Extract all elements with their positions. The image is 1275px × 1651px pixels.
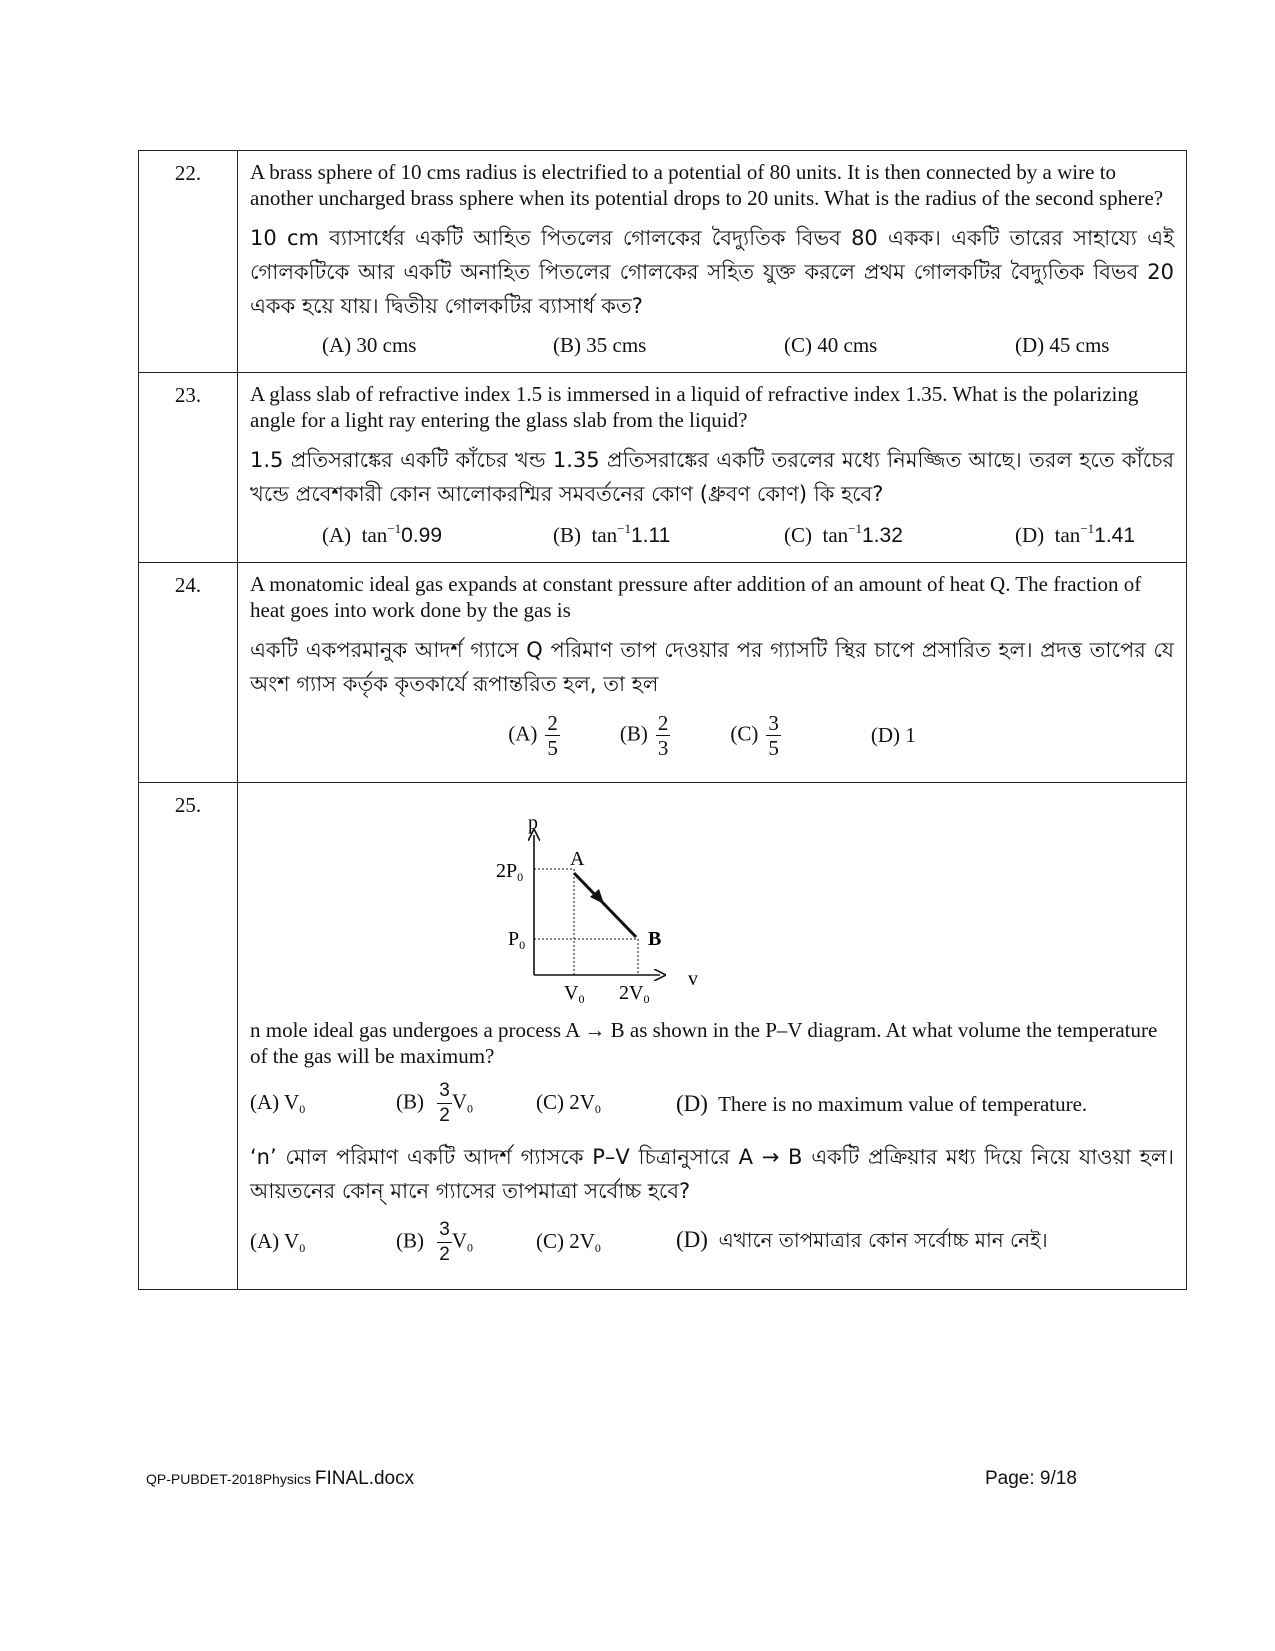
option-c: (C) $2V_0$: [536, 1090, 601, 1116]
p-low-label: $P_0$: [508, 928, 526, 952]
question-row-25: [139, 783, 1187, 1290]
options: [250, 521, 1174, 548]
v-high-label: $2V_0$: [619, 982, 650, 1003]
pv-diagram: [482, 803, 782, 1003]
options-english: [250, 1079, 1174, 1128]
option-c: (C) 40 cms: [784, 333, 878, 357]
options: [250, 333, 1174, 358]
option-d: (D) $\tan^{-1}1.41$: [1015, 521, 1136, 547]
option-c: (C) $\tan^{-1}1.32$: [784, 521, 903, 547]
question-number: 23.: [139, 373, 238, 563]
question-text-english: n mole ideal gas undergoes a process A → B as shown in the P–V diagram. At what volume the temperature of the gas will be maximum?: [250, 1018, 1158, 1068]
question-row-22: [139, 151, 1187, 373]
footer-filename: QP-PUBDET-2018Physics FINAL.docx: [146, 1468, 415, 1489]
option-b: (B) 35 cms: [553, 333, 647, 357]
footer-page-number: Page: 9/18: [985, 1468, 1077, 1489]
question-number: 22.: [139, 151, 238, 373]
option-c: (C) $2V_0$: [536, 1229, 601, 1255]
question-sheet: [138, 150, 1187, 1290]
question-table: [138, 150, 1187, 1290]
option-a: (A) $\frac{2}{5}$: [508, 711, 558, 760]
option-c: (C) $\frac{3}{5}$: [730, 711, 779, 760]
question-text-english: A glass slab of refractive index 1.5 is immersed in a liquid of refractive index 1.35. What is the polarizing angle for a light ray entering the glass slab from the liquid?: [250, 382, 1139, 432]
question-text-bengali: ‘n’ মোল পরিমাণ একটি আদর্শ গ্যাসকে P–V চিত্রানুসারে A → B একটি প্রক্রিয়ার মধ্য দিয়ে নিয়ে যাওয়া হল। আয়তনের কোন্ মানে গ্যাসের তাপমাত্রা সর্বোচ্চ হবে?: [250, 1145, 1174, 1203]
process-line: [574, 873, 636, 937]
v-axis-label: v: [688, 968, 698, 990]
question-text-bengali: একটি একপরমানুক আদর্শ গ্যাসে Q পরিমাণ তাপ দেওয়ার পর গ্যাসটি স্থির চাপে প্রসারিত হল। প্রদত্ত তাপের যে অংশ গ্যাস কর্তৃক কৃতকার্যে রূপান্তরিত হল, তা হল: [250, 638, 1174, 696]
options-bengali: [250, 1218, 1174, 1267]
option-d: (D) There is no maximum value of temperature.: [676, 1090, 1088, 1116]
question-body: [238, 783, 1187, 1290]
options: [250, 711, 1174, 760]
question-text-english: A monatomic ideal gas expands at constant pressure after addition of an amount of heat Q. The fraction of heat goes into work done by the gas is: [250, 572, 1142, 622]
question-number: 25.: [139, 783, 238, 1290]
question-text-bengali: 1.5 প্রতিসরাঙ্কের একটি কাঁচের খন্ড 1.35 প্রতিসরাঙ্কের একটি তরলের মধ্যে নিমজ্জিত আছে। তরল হতে কাঁচের খন্ডে প্রবেশকারী কোন আলোকরশ্মির সমবর্তনের কোণ (ধ্রুবণ কোণ) কি হবে?: [250, 448, 1174, 506]
option-a: (A) $\tan^{-1}0.99$: [322, 521, 443, 547]
question-body: [238, 563, 1187, 783]
option-a: (A) $V_0$: [250, 1090, 306, 1116]
question-row-23: [139, 373, 1187, 563]
option-b: (B) $\frac{2}{3}$: [619, 711, 669, 760]
question-number: 24.: [139, 563, 238, 783]
v-low-label: $V_0$: [564, 982, 585, 1003]
option-a: (A) 30 cms: [322, 333, 417, 357]
option-d: (D) 1: [870, 723, 916, 747]
option-b: (B) $\frac{3}{2}$ $V_0$: [396, 1219, 473, 1265]
point-a-label: A: [570, 848, 585, 870]
option-b: (B) $\frac{3}{2}$ $V_0$: [396, 1080, 473, 1126]
option-a: (A) $V_0$: [250, 1229, 306, 1255]
question-body: [238, 151, 1187, 373]
p-axis-label: p: [528, 812, 538, 834]
option-d: (D) এখানে তাপমাত্রার কোন সর্বোচ্চ মান নেই।: [676, 1227, 1048, 1252]
point-b-label: B: [648, 928, 662, 950]
option-b: (B) $\tan^{-1}1.11$: [553, 521, 671, 547]
p-high-label: $2P_0$: [496, 860, 524, 884]
pv-diagram-svg: [482, 803, 782, 1003]
question-text-english: A brass sphere of 10 cms radius is electrified to a potential of 80 units. It is then connected by a wire to another uncharged brass sphere when its potential drops to 20 units. What is the radius of the second sphere?: [250, 160, 1164, 210]
question-row-24: [139, 563, 1187, 783]
question-body: [238, 373, 1187, 563]
option-d: (D) 45 cms: [1015, 333, 1110, 357]
question-text-bengali: 10 cm ব্যাসার্ধের একটি আহিত পিতলের গোলকের বৈদ্যুতিক বিভব 80 একক। একটি তারের সাহায্যে এই গোলকটিকে আর একটি অনাহিত পিতলের গোলকের সহিত যুক্ত করলে প্রথম গোলকটির বৈদ্যুতিক বিভব 20 একক হয়ে যায়। দ্বিতীয় গোলকটির ব্যাসার্ধ কত?: [250, 226, 1174, 318]
